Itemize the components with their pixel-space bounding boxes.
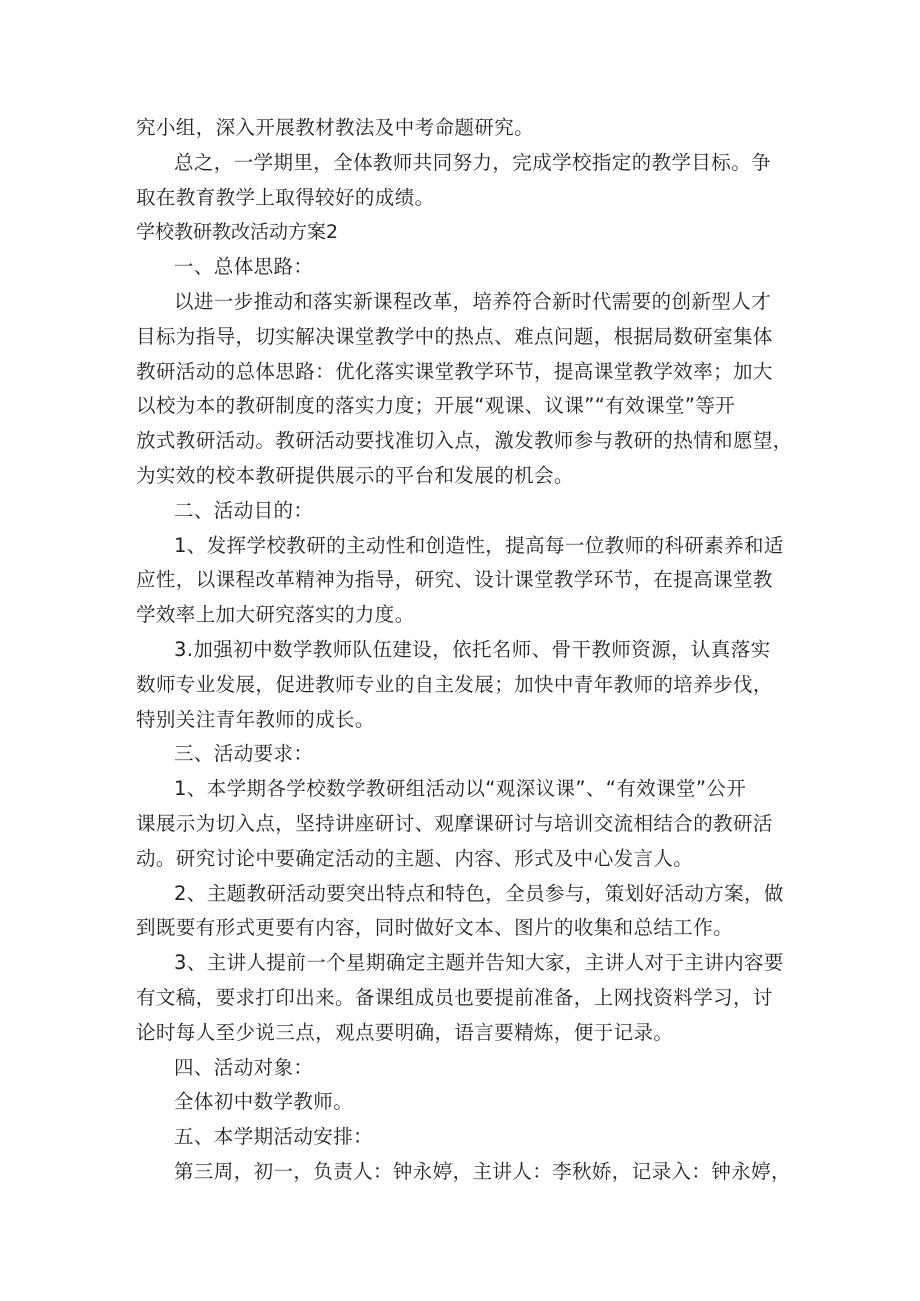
text-line: 有文稿，要求打印出来。备课组成员也要提前准备，上网找资料学习，讨 [136,985,773,1009]
text-line: 数师专业发展，促进教师专业的自主发展；加快中青年教师的培养步伐， [136,672,773,696]
text-line: 2、主题教研活动要突出特点和特色，全员参与，策划好活动方案，做 [174,881,784,905]
text-line: 1、本学期各学校数学教研组活动以“观深议课”、“有效课堂”公开 [174,777,747,801]
text-line: 论时每人至少说三点，观点要明确，语言要精炼，便于记录。 [136,1020,674,1044]
text-line: 以进一步推动和落实新课程改革，培养符合新时代需要的创新型人才 [174,289,772,313]
text-line: 学效率上加大研究落实的力度。 [136,603,415,627]
text-line: 目标为指导，切实解决课堂教学中的热点、难点问题，根据局数研室集体 [136,324,773,348]
text-line: 为实效的校本教研提供展示的平台和发展的机会。 [136,463,574,487]
text-line: 3.加强初中数学教师队伍建设，依托名师、骨干教师资源，认真落实 [174,637,771,661]
text-line: 放式教研活动。教研活动要找准切入点，激发教师参与教研的热情和愿望， [136,429,793,453]
section-heading: 三、活动要求： [174,742,314,766]
text-line: 特别关注青年教师的成长。 [136,707,375,731]
section-title: 学校教研教改活动方案2 [136,221,339,244]
text-line: 到既要有形式更要有内容，同时做好文本、图片的收集和总结工作。 [136,916,734,940]
text-line: 第三周，初一，负责人：钟永婷，主讲人：李秋娇，记录入：钟永婷， [174,1159,791,1183]
section-heading: 二、活动目的： [174,498,314,522]
text-line: 应性，以课程改革精神为指导，研究、设计课堂教学环节，在提高课堂教 [136,568,773,592]
section-heading: 四、活动对象： [174,1055,314,1079]
section-heading: 五、本学期活动安排： [174,1125,374,1149]
text-line: 教研活动的总体思路：优化落实课堂教学环节，提高课堂教学效率；加大 [136,359,773,383]
text-line: 动。研究讨论中要确定活动的主题、内容、形式及中心发言人。 [136,846,694,870]
text-line: 1、发挥学校教研的主动性和创造性，提高每一位教师的科研素养和适 [174,533,784,557]
text-line: 取在教育教学上取得较好的成绩。 [136,185,435,209]
text-line: 课展示为切入点，坚持讲座研讨、观摩课研讨与培训交流相结合的教研活 [136,811,773,835]
text-line: 总之，一学期里，全体教师共同努力，完成学校指定的教学目标。争 [174,150,772,174]
text-line: 全体初中数学教师。 [174,1090,354,1114]
section-heading: 一、总体思路： [174,255,314,279]
text-line: 究小组，深入开展教材教法及中考命题研究。 [136,116,535,139]
text-line: 以校为本的教研制度的落实力度；开展“观课、议课”“有效课堂”等开 [136,394,736,418]
text-line: 3、主讲人提前一个星期确定主题并告知大家，主讲人对于主讲内容要 [174,951,784,975]
document-body [136,111,796,1190]
